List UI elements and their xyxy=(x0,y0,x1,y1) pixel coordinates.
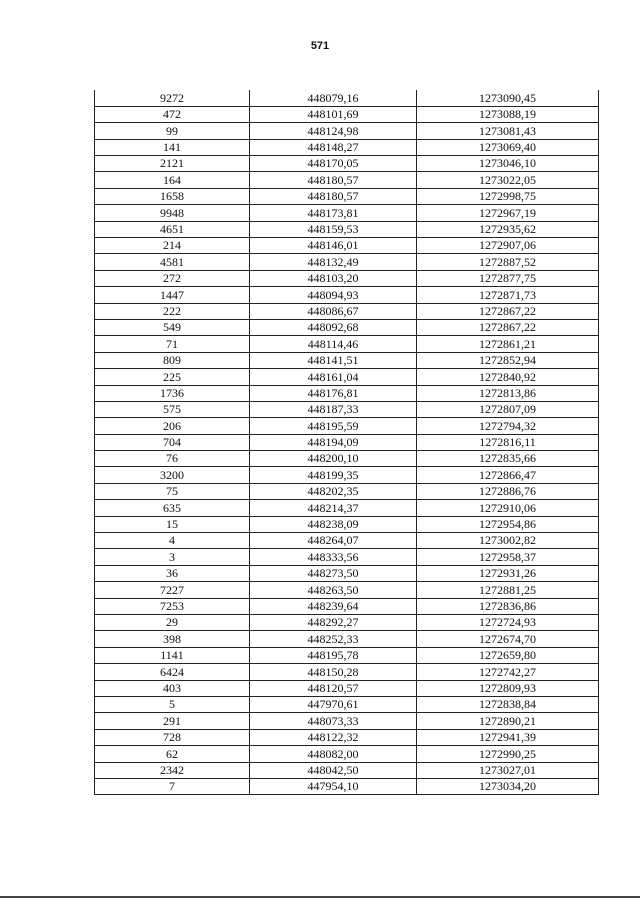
y-coordinate-cell: 1272809,93 xyxy=(417,680,599,696)
y-coordinate-cell: 1273002,82 xyxy=(417,533,599,549)
point-number-cell: 62 xyxy=(95,746,250,762)
y-coordinate-cell: 1273090,45 xyxy=(417,90,599,106)
x-coordinate-cell: 447970,61 xyxy=(250,696,417,712)
scan-bottom-edge xyxy=(0,896,640,898)
table-row xyxy=(95,696,599,712)
x-coordinate-cell: 448202,35 xyxy=(250,483,417,499)
table-row xyxy=(95,238,599,254)
x-coordinate-cell: 448122,32 xyxy=(250,729,417,745)
table-row xyxy=(95,516,599,532)
y-coordinate-cell: 1272990,25 xyxy=(417,746,599,762)
y-coordinate-cell: 1272816,11 xyxy=(417,434,599,450)
x-coordinate-cell: 448042,50 xyxy=(250,762,417,778)
table-row xyxy=(95,385,599,401)
x-coordinate-cell: 448264,07 xyxy=(250,533,417,549)
table-row xyxy=(95,664,599,680)
x-coordinate-cell: 448194,09 xyxy=(250,434,417,450)
point-number-cell: 4651 xyxy=(95,221,250,237)
x-coordinate-cell: 448187,33 xyxy=(250,401,417,417)
table-row xyxy=(95,221,599,237)
point-number-cell: 9272 xyxy=(95,90,250,106)
y-coordinate-cell: 1272807,09 xyxy=(417,401,599,417)
point-number-cell: 71 xyxy=(95,336,250,352)
y-coordinate-cell: 1272861,21 xyxy=(417,336,599,352)
point-number-cell: 272 xyxy=(95,270,250,286)
point-number-cell: 29 xyxy=(95,615,250,631)
x-coordinate-cell: 447954,10 xyxy=(250,778,417,794)
x-coordinate-cell: 448094,93 xyxy=(250,287,417,303)
x-coordinate-cell: 448114,46 xyxy=(250,336,417,352)
point-number-cell: 4581 xyxy=(95,254,250,270)
y-coordinate-cell: 1272967,19 xyxy=(417,205,599,221)
y-coordinate-cell: 1272958,37 xyxy=(417,549,599,565)
table-row xyxy=(95,336,599,352)
x-coordinate-cell: 448239,64 xyxy=(250,598,417,614)
table-row xyxy=(95,172,599,188)
table-row xyxy=(95,106,599,122)
x-coordinate-cell: 448120,57 xyxy=(250,680,417,696)
table-row xyxy=(95,746,599,762)
table-row xyxy=(95,598,599,614)
x-coordinate-cell: 448073,33 xyxy=(250,713,417,729)
y-coordinate-cell: 1273022,05 xyxy=(417,172,599,188)
point-number-cell: 291 xyxy=(95,713,250,729)
table-row xyxy=(95,647,599,663)
table-row xyxy=(95,418,599,434)
x-coordinate-cell: 448086,67 xyxy=(250,303,417,319)
x-coordinate-cell: 448124,98 xyxy=(250,123,417,139)
point-number-cell: 75 xyxy=(95,483,250,499)
x-coordinate-cell: 448082,00 xyxy=(250,746,417,762)
y-coordinate-cell: 1272871,73 xyxy=(417,287,599,303)
point-number-cell: 7 xyxy=(95,778,250,794)
x-coordinate-cell: 448170,05 xyxy=(250,156,417,172)
y-coordinate-cell: 1272910,06 xyxy=(417,500,599,516)
point-number-cell: 222 xyxy=(95,303,250,319)
x-coordinate-cell: 448101,69 xyxy=(250,106,417,122)
x-coordinate-cell: 448214,37 xyxy=(250,500,417,516)
point-number-cell: 6424 xyxy=(95,664,250,680)
point-number-cell: 704 xyxy=(95,434,250,450)
y-coordinate-cell: 1273069,40 xyxy=(417,139,599,155)
point-number-cell: 2342 xyxy=(95,762,250,778)
x-coordinate-cell: 448176,81 xyxy=(250,385,417,401)
table-row xyxy=(95,319,599,335)
y-coordinate-cell: 1272890,21 xyxy=(417,713,599,729)
y-coordinate-cell: 1272941,39 xyxy=(417,729,599,745)
table-row xyxy=(95,615,599,631)
point-number-cell: 1447 xyxy=(95,287,250,303)
x-coordinate-cell: 448199,35 xyxy=(250,467,417,483)
table-row xyxy=(95,188,599,204)
table-row xyxy=(95,139,599,155)
y-coordinate-cell: 1273027,01 xyxy=(417,762,599,778)
y-coordinate-cell: 1273046,10 xyxy=(417,156,599,172)
y-coordinate-cell: 1273081,43 xyxy=(417,123,599,139)
point-number-cell: 1658 xyxy=(95,188,250,204)
x-coordinate-cell: 448148,27 xyxy=(250,139,417,155)
table-row xyxy=(95,713,599,729)
x-coordinate-cell: 448132,49 xyxy=(250,254,417,270)
table-row xyxy=(95,369,599,385)
x-coordinate-cell: 448141,51 xyxy=(250,352,417,368)
table-row xyxy=(95,467,599,483)
table-row xyxy=(95,90,599,106)
point-number-cell: 99 xyxy=(95,123,250,139)
y-coordinate-cell: 1272866,47 xyxy=(417,467,599,483)
x-coordinate-cell: 448238,09 xyxy=(250,516,417,532)
point-number-cell: 549 xyxy=(95,319,250,335)
table-row xyxy=(95,533,599,549)
point-number-cell: 635 xyxy=(95,500,250,516)
y-coordinate-cell: 1272867,22 xyxy=(417,303,599,319)
table-row xyxy=(95,156,599,172)
x-coordinate-cell: 448263,50 xyxy=(250,582,417,598)
point-number-cell: 3 xyxy=(95,549,250,565)
x-coordinate-cell: 448103,20 xyxy=(250,270,417,286)
x-coordinate-cell: 448092,68 xyxy=(250,319,417,335)
table-row xyxy=(95,483,599,499)
table-row xyxy=(95,680,599,696)
point-number-cell: 398 xyxy=(95,631,250,647)
x-coordinate-cell: 448333,56 xyxy=(250,549,417,565)
y-coordinate-cell: 1272877,75 xyxy=(417,270,599,286)
y-coordinate-cell: 1272742,27 xyxy=(417,664,599,680)
x-coordinate-cell: 448252,33 xyxy=(250,631,417,647)
table-row xyxy=(95,303,599,319)
point-number-cell: 76 xyxy=(95,451,250,467)
point-number-cell: 36 xyxy=(95,565,250,581)
x-coordinate-cell: 448159,53 xyxy=(250,221,417,237)
y-coordinate-cell: 1272836,86 xyxy=(417,598,599,614)
table-row xyxy=(95,565,599,581)
x-coordinate-cell: 448180,57 xyxy=(250,188,417,204)
x-coordinate-cell: 448146,01 xyxy=(250,238,417,254)
table-row xyxy=(95,500,599,516)
page-number: 571 xyxy=(310,40,330,52)
point-number-cell: 164 xyxy=(95,172,250,188)
x-coordinate-cell: 448195,59 xyxy=(250,418,417,434)
table-row xyxy=(95,254,599,270)
table-row xyxy=(95,270,599,286)
point-number-cell: 575 xyxy=(95,401,250,417)
table-row xyxy=(95,549,599,565)
point-number-cell: 141 xyxy=(95,139,250,155)
point-number-cell: 3200 xyxy=(95,467,250,483)
coordinates-table xyxy=(94,90,599,795)
y-coordinate-cell: 1272852,94 xyxy=(417,352,599,368)
y-coordinate-cell: 1272931,26 xyxy=(417,565,599,581)
table-row xyxy=(95,451,599,467)
point-number-cell: 9948 xyxy=(95,205,250,221)
table-row xyxy=(95,778,599,794)
y-coordinate-cell: 1272887,52 xyxy=(417,254,599,270)
x-coordinate-cell: 448150,28 xyxy=(250,664,417,680)
y-coordinate-cell: 1272954,86 xyxy=(417,516,599,532)
table-row xyxy=(95,729,599,745)
table-row xyxy=(95,123,599,139)
y-coordinate-cell: 1272867,22 xyxy=(417,319,599,335)
point-number-cell: 2121 xyxy=(95,156,250,172)
y-coordinate-cell: 1272813,86 xyxy=(417,385,599,401)
table-row xyxy=(95,582,599,598)
y-coordinate-cell: 1273034,20 xyxy=(417,778,599,794)
point-number-cell: 7253 xyxy=(95,598,250,614)
point-number-cell: 809 xyxy=(95,352,250,368)
y-coordinate-cell: 1272998,75 xyxy=(417,188,599,204)
x-coordinate-cell: 448195,78 xyxy=(250,647,417,663)
table-row xyxy=(95,434,599,450)
x-coordinate-cell: 448273,50 xyxy=(250,565,417,581)
y-coordinate-cell: 1272794,32 xyxy=(417,418,599,434)
y-coordinate-cell: 1273088,19 xyxy=(417,106,599,122)
coordinates-table-body xyxy=(95,90,599,795)
point-number-cell: 4 xyxy=(95,533,250,549)
x-coordinate-cell: 448173,81 xyxy=(250,205,417,221)
y-coordinate-cell: 1272907,06 xyxy=(417,238,599,254)
point-number-cell: 403 xyxy=(95,680,250,696)
y-coordinate-cell: 1272881,25 xyxy=(417,582,599,598)
y-coordinate-cell: 1272724,93 xyxy=(417,615,599,631)
point-number-cell: 15 xyxy=(95,516,250,532)
point-number-cell: 1736 xyxy=(95,385,250,401)
point-number-cell: 472 xyxy=(95,106,250,122)
table-row xyxy=(95,631,599,647)
y-coordinate-cell: 1272935,62 xyxy=(417,221,599,237)
x-coordinate-cell: 448180,57 xyxy=(250,172,417,188)
point-number-cell: 728 xyxy=(95,729,250,745)
point-number-cell: 214 xyxy=(95,238,250,254)
table-row xyxy=(95,762,599,778)
point-number-cell: 7227 xyxy=(95,582,250,598)
point-number-cell: 225 xyxy=(95,369,250,385)
y-coordinate-cell: 1272838,84 xyxy=(417,696,599,712)
y-coordinate-cell: 1272840,92 xyxy=(417,369,599,385)
y-coordinate-cell: 1272886,76 xyxy=(417,483,599,499)
x-coordinate-cell: 448200,10 xyxy=(250,451,417,467)
point-number-cell: 206 xyxy=(95,418,250,434)
y-coordinate-cell: 1272835,66 xyxy=(417,451,599,467)
point-number-cell: 5 xyxy=(95,696,250,712)
point-number-cell: 1141 xyxy=(95,647,250,663)
y-coordinate-cell: 1272674,70 xyxy=(417,631,599,647)
x-coordinate-cell: 448292,27 xyxy=(250,615,417,631)
x-coordinate-cell: 448161,04 xyxy=(250,369,417,385)
table-row xyxy=(95,401,599,417)
table-row xyxy=(95,205,599,221)
x-coordinate-cell: 448079,16 xyxy=(250,90,417,106)
y-coordinate-cell: 1272659,80 xyxy=(417,647,599,663)
table-row xyxy=(95,352,599,368)
table-row xyxy=(95,287,599,303)
